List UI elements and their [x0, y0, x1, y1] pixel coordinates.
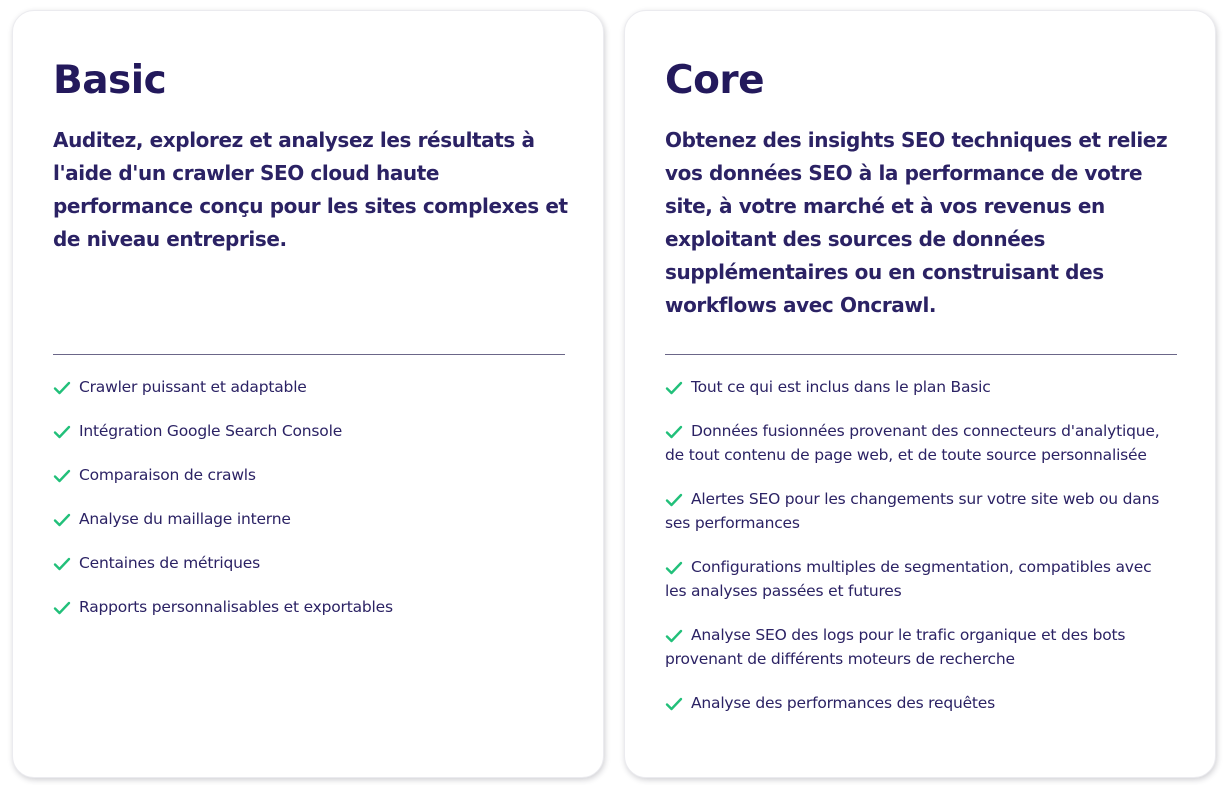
plan-title: Core [665, 58, 765, 103]
feature-text: Intégration Google Search Console [79, 422, 343, 440]
plan-description: Auditez, explorez et analysez les résultats à l'aide d'un crawler SEO cloud haute performance conçu pour les sites complexes et de niveau entreprise. [53, 128, 568, 251]
check-icon [53, 425, 71, 439]
divider [53, 354, 565, 355]
feature-item [665, 555, 1177, 603]
feature-text: Crawler puissant et adaptable [79, 378, 307, 396]
check-icon [53, 381, 71, 395]
check-icon [665, 425, 683, 439]
feature-text: Analyse du maillage interne [79, 510, 291, 528]
check-icon [665, 493, 683, 507]
feature-text: Tout ce qui est inclus dans le plan Basic [691, 378, 991, 396]
feature-item [53, 595, 565, 619]
feature-list [665, 375, 1177, 735]
feature-item [665, 419, 1177, 467]
plan-title: Basic [53, 58, 167, 103]
feature-item [665, 375, 1177, 399]
check-icon [665, 561, 683, 575]
feature-item [665, 487, 1177, 535]
feature-item [665, 623, 1177, 671]
check-icon [53, 469, 71, 483]
plan-card-core [624, 10, 1216, 778]
feature-item [53, 419, 565, 443]
feature-item [665, 691, 1177, 715]
feature-text: Rapports personnalisables et exportables [79, 598, 393, 616]
feature-text: Comparaison de crawls [79, 466, 256, 484]
plan-card-basic [12, 10, 604, 778]
check-icon [665, 697, 683, 711]
feature-text: Alertes SEO pour les changements sur votre site web ou dans ses performances [665, 490, 1160, 532]
divider [665, 354, 1177, 355]
check-icon [53, 513, 71, 527]
check-icon [665, 629, 683, 643]
feature-item [53, 551, 565, 575]
feature-text: Centaines de métriques [79, 554, 260, 572]
feature-item [53, 463, 565, 487]
feature-text: Données fusionnées provenant des connecteurs d'analytique, de tout contenu de page web, et de toute source personnalisée [665, 422, 1160, 464]
feature-list [53, 375, 565, 639]
feature-item [53, 507, 565, 531]
check-icon [53, 601, 71, 615]
feature-text: Analyse des performances des requêtes [691, 694, 996, 712]
check-icon [665, 381, 683, 395]
check-icon [53, 557, 71, 571]
feature-text: Configurations multiples de segmentation, compatibles avec les analyses passées et futures [665, 558, 1152, 600]
feature-text: Analyse SEO des logs pour le trafic organique et des bots provenant de différents moteurs de recherche [665, 626, 1126, 668]
feature-item [53, 375, 565, 399]
plan-description: Obtenez des insights SEO techniques et reliez vos données SEO à la performance de votre site, à votre marché et à vos revenus en exploitant des sources de données supplémentaires ou en construisant des workflows avec Oncrawl. [665, 128, 1168, 317]
